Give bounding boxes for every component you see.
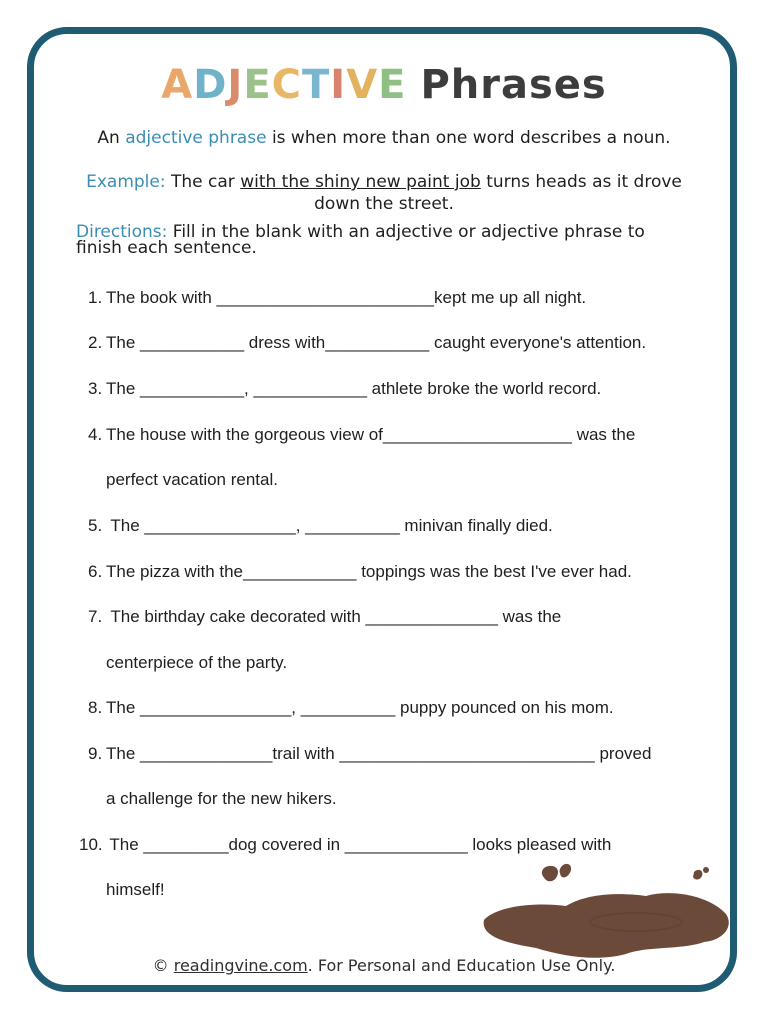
item-text: The ___________ dress with___________ caught everyone's attention. [106,333,647,352]
footer-prefix: © [152,956,174,975]
directions [76,224,696,256]
title-letter: J [227,62,244,108]
intro-after: is when more than one word describes a noun. [266,128,671,148]
footer-suffix: . For Personal and Education Use Only. [307,956,616,975]
footer-site-link[interactable]: readingvine.com [173,956,308,975]
item-text: The pizza with the____________ toppings was the best I've ever had. [106,562,632,581]
item-text: a challenge for the new hikers. [106,789,337,808]
example-after: turns heads as it drove [480,172,682,192]
exercise-sentence-continuation [106,789,337,809]
item-text: The _________dog covered in _____________ looks pleased with [105,835,612,854]
item-text: perfect vacation rental. [106,470,278,489]
item-number: 8. [88,698,103,717]
stain-drop-3 [693,870,702,880]
item-text: The ___________, ____________ athlete broke the world record. [106,379,602,398]
example-underlined-phrase: with the shiny new paint job [240,172,481,192]
item-number: 4. [88,425,103,444]
item-number: 9. [88,744,103,763]
item-text: himself! [106,880,165,899]
title-letter: D [193,62,228,108]
item-number: 3. [88,379,103,398]
exercise-sentence [88,562,632,582]
title-letter: E [378,62,407,108]
footer-copyright [0,956,768,975]
title-letter: E [243,62,272,108]
item-number: 2. [88,333,103,352]
example-label: Example: [86,172,166,192]
intro-before: An [97,128,126,148]
item-text: The ______________trail with ___________________________ proved [106,744,652,763]
title-word-phrases: Phrases [420,62,607,108]
item-text: The ________________, __________ minivan finally died. [106,516,553,535]
item-number: 1. [88,288,103,307]
exercise-sentence-continuation [106,653,287,673]
stain-drop-1 [542,866,558,881]
title-letter: I [330,62,347,108]
exercise-sentence [88,288,586,308]
exercise-sentence [79,835,611,855]
exercise-sentence [88,425,635,445]
exercise-sentence-continuation [106,880,165,900]
example-sentence [70,171,698,215]
item-number: 7. [88,607,103,626]
exercise-sentence [88,333,646,353]
title-letter: T [302,62,331,108]
directions-text: Fill in the blank with an adjective or adjective phrase to [167,222,645,242]
stain-puddle [484,893,729,958]
intro-term: adjective phrase [125,128,267,148]
item-text: centerpiece of the party. [106,653,288,672]
stain-drop-2 [560,864,572,878]
item-number: 5. [88,516,103,535]
exercise-sentence [88,698,614,718]
item-text: The house with the gorgeous view of____________________ was the [106,425,636,444]
title-letter: V [346,62,379,108]
title-letter: A [161,62,194,108]
item-number: 10. [79,835,103,854]
title-word-adjective [161,62,406,108]
item-text: The ________________, __________ puppy pounced on his mom. [106,698,614,717]
item-text: The book with _______________________kept me up all night. [106,288,587,307]
coffee-stain-decoration [476,858,732,968]
title-letter: C [271,62,302,108]
exercise-sentence [88,607,561,627]
exercise-sentence-continuation [106,470,278,490]
item-number: 6. [88,562,103,581]
worksheet-title [0,62,768,108]
intro-definition [0,128,768,148]
stain-drop-4 [703,867,709,873]
example-before: The car [165,172,241,192]
item-text: The birthday cake decorated with ______________ was the [106,607,562,626]
exercise-sentence [88,516,553,536]
exercise-sentence [88,744,651,764]
exercise-sentence [88,379,601,399]
directions-line2: finish each sentence. [76,238,257,258]
example-line2: down the street. [314,194,454,214]
directions-label: Directions: [76,222,168,242]
